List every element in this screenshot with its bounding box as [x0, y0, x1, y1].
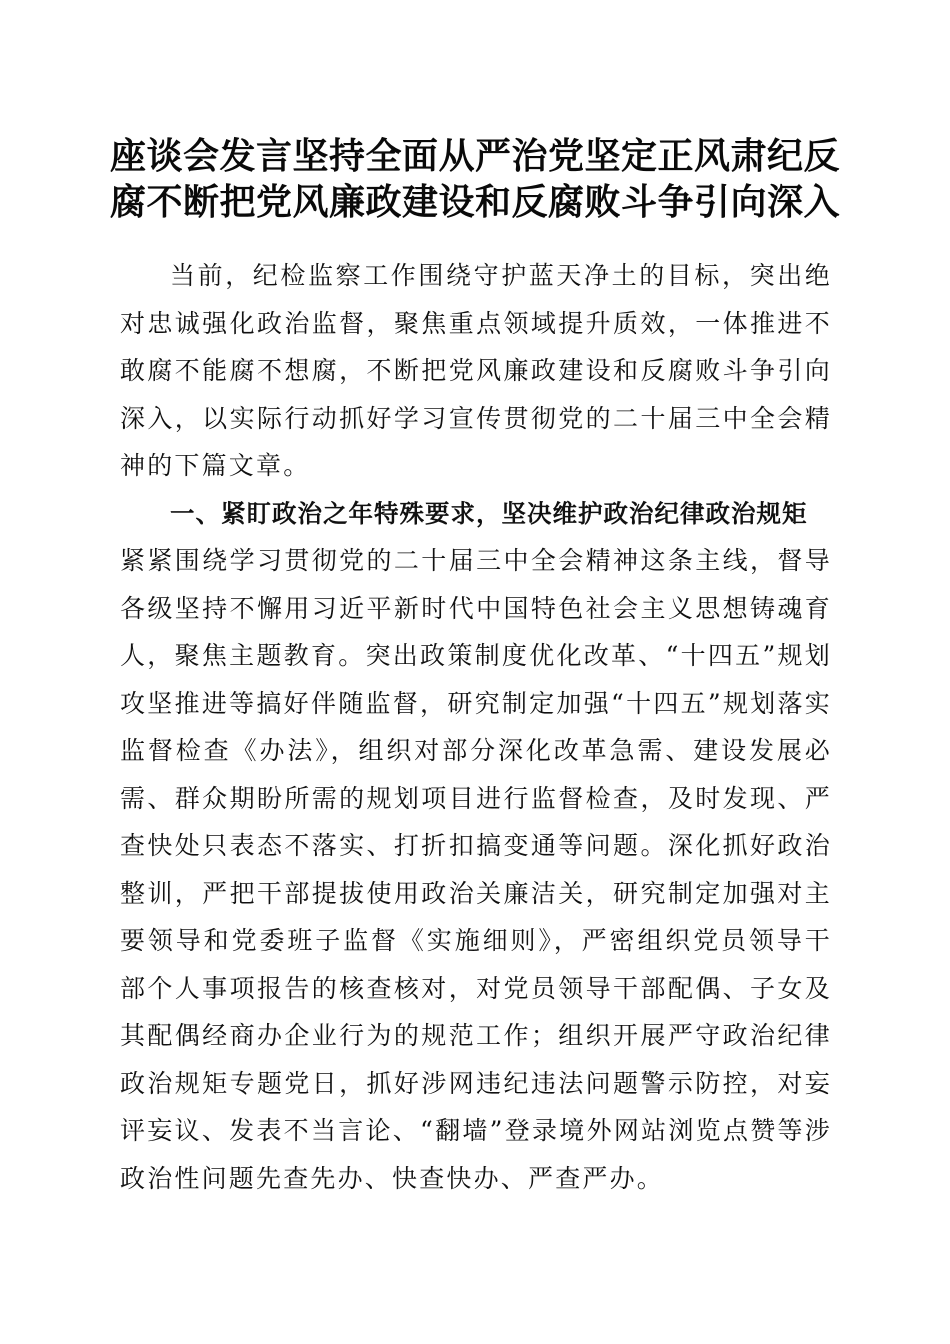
section-1-paragraph: 紧紧围绕学习贯彻党的二十届三中全会精神这条主线，督导各级坚持不懈用习近平新时代中国特色社会主义思想铸魂育人，聚焦主题教育。突出政策制度优化改革、“十四五”规划攻坚推进等搞好伴随监督，研究制定加强“十四五”规划落实监督检查《办法》，组织对部分深化改革急需、建设发展必需、群众期盼所需的规划项目进行监督检查，及时发现、严查快处只表态不落实、打折扣搞变通等问题。深化抓好政治整训，严把干部提拔使用政治关廉洁关，研究制定加强对主要领导和党委班子监督《实施细则》，严密组织党员领导干部个人事项报告的核查核对，对党员领导干部配偶、子女及其配偶经商办企业行为的规范工作；组织开展严守政治纪律政治规矩专题党日，抓好涉网违纪违法问题警示防控，对妄评妄议、发表不当言论、“翻墙”登录境外网站浏览点赞等涉政治性问题先查先办、快查快办、严查严办。 [120, 546, 832, 1193]
section-1-heading: 一、紧盯政治之年特殊要求，坚决维护政治纪律政治规矩 [170, 498, 808, 528]
title-line-2: 腐不断把党风廉政建设和反腐败斗争引向深入 [109, 182, 840, 223]
document-body [120, 252, 832, 1202]
intro-paragraph: 当前，纪检监察工作围绕守护蓝天净土的目标，突出绝对忠诚强化政治监督，聚焦重点领域提升质效，一体推进不敢腐不能腐不想腐，不断把党风廉政建设和反腐败斗争引向深入，以实际行动抓好学习宣传贯彻党的二十届三中全会精神的下篇文章。 [120, 261, 832, 480]
title-line-1: 座谈会发言坚持全面从严治党坚定正风肃纪反 [109, 136, 840, 177]
document-title [80, 134, 870, 226]
